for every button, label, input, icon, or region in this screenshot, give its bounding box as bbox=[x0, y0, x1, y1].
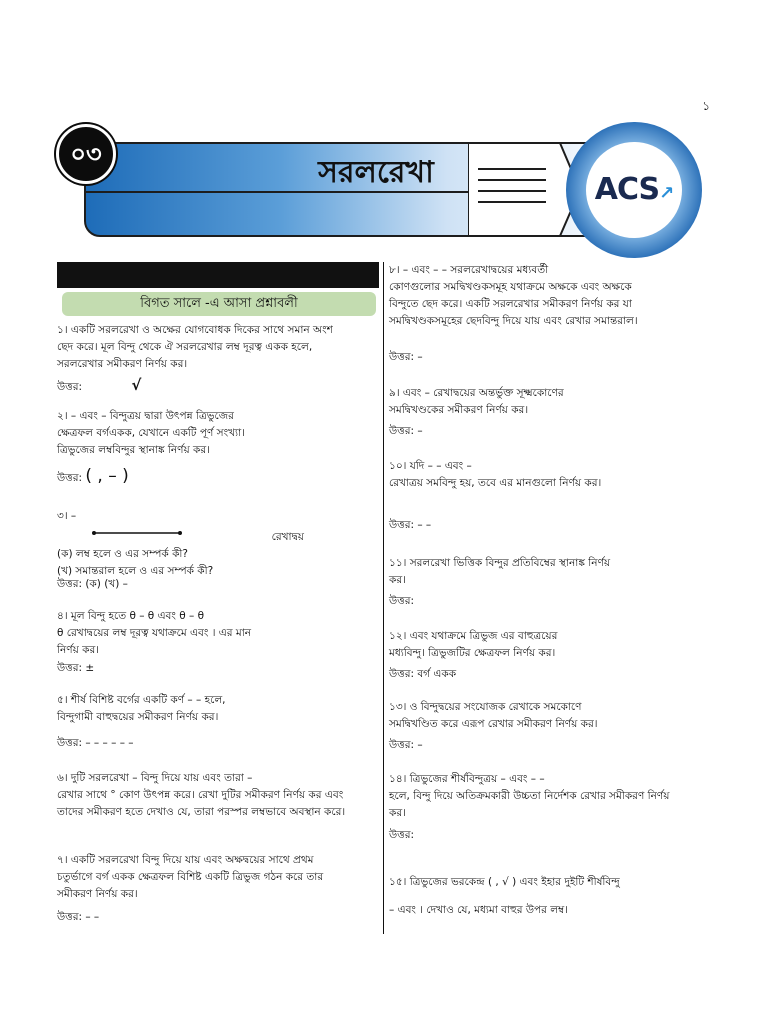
question-line: ১৫। ত্রিভুজের ভরকেন্দ্র ( , √ ) এবং ইহার দুইটি শীর্ষবিন্দু bbox=[389, 876, 620, 888]
answer-9: উত্তর: – bbox=[389, 425, 423, 437]
question-line: ১২। এবং যথাক্রমে ত্রিভুজ এর বাহুত্রয়ের bbox=[389, 630, 558, 642]
question-1 bbox=[57, 322, 382, 373]
question-6 bbox=[57, 770, 382, 821]
answer-10: উত্তর: – – bbox=[389, 519, 432, 531]
answer-1 bbox=[57, 376, 141, 397]
question-line: মধ্যবিন্দু। ত্রিভুজটির ক্ষেত্রফল নির্ণয় কর। bbox=[389, 647, 556, 659]
question-line: হলে, বিন্দু দিয়ে অতিক্রমকারী উচ্চতা নির্দেশক রেখার সমীকরণ নির্ণয় bbox=[389, 790, 670, 802]
question-line: তাদের সমীকরণ হতে দেখাও যে, তারা পরস্পর লম্বভাবে অবস্থান করে। bbox=[57, 806, 346, 818]
question-7 bbox=[57, 852, 382, 903]
question-line: ৬। দুটি সরলরেখা – বিন্দু দিয়ে যায় এবং তারা – bbox=[57, 772, 253, 784]
question-15 bbox=[389, 868, 715, 924]
answer-11: উত্তর: bbox=[389, 595, 415, 607]
question-line: ১০। যদি – – এবং – bbox=[389, 460, 472, 472]
question-line: কর। bbox=[389, 574, 406, 586]
question-3 bbox=[57, 508, 382, 580]
question-line: সমীকরণ নির্ণয় কর। bbox=[57, 888, 138, 900]
page-number: ১ bbox=[702, 99, 710, 113]
question-line: ৩। – bbox=[57, 510, 77, 522]
chapter-number-badge: ০৩ bbox=[56, 124, 116, 184]
answer-13: উত্তর: – bbox=[389, 739, 423, 751]
answer-2 bbox=[57, 466, 129, 488]
arrow-up-icon: ↗ bbox=[659, 183, 674, 204]
question-line: সমদ্বিখণ্ডকসমূহের ছেদবিন্দু দিয়ে যায় এবং রেখার সমান্তরাল। bbox=[389, 315, 638, 327]
question-14 bbox=[389, 771, 715, 822]
section-header-bar bbox=[57, 262, 379, 288]
question-2 bbox=[57, 408, 382, 459]
question-10 bbox=[389, 458, 715, 492]
question-line: – এবং । দেখাও যে, মধ্যমা বাহুর উপর লম্ব। bbox=[389, 904, 568, 916]
section-title: বিগত সালে -এ আসা প্রশ্নাবলী bbox=[62, 292, 376, 316]
question-9 bbox=[389, 385, 715, 419]
question-line: ১৩। ও বিন্দুদ্বয়ের সংযোজক রেখাকে সমকোণে bbox=[389, 701, 582, 713]
answer-symbol: ( , – ) bbox=[85, 466, 129, 486]
question-line: সমদ্বিখণ্ডকের সমীকরণ নির্ণয় কর। bbox=[389, 404, 529, 416]
answer-3: উত্তর: (ক) (খ) – bbox=[57, 578, 128, 590]
question-5 bbox=[57, 692, 382, 726]
question-line: কর। bbox=[389, 807, 406, 819]
question-line: রেখার সাথে ° কোণ উৎপন্ন করে। রেখা দুটির সমীকরণ নির্ণয় কর এবং bbox=[57, 789, 344, 801]
question-line: ২। – এবং – বিন্দুত্রয় দ্বারা উৎপন্ন ত্রিভুজের bbox=[57, 410, 234, 422]
question-line: ৮। – এবং – – সরলরেখাদ্বয়ের মধ্যবর্তী bbox=[389, 264, 549, 276]
column-divider bbox=[383, 262, 384, 934]
question-4 bbox=[57, 608, 382, 659]
question-line: রেখাত্রয় সমবিন্দু হয়, তবে এর মানগুলো নির্ণয় কর। bbox=[389, 477, 602, 489]
answer-7: উত্তর: – – bbox=[57, 911, 100, 923]
question-line: ক্ষেত্রফল বর্গএকক, যেখানে একটি পূর্ণ সংখ্যা। bbox=[57, 427, 245, 439]
question-line: ১১। সরলরেখা ভিত্তিক বিন্দুর প্রতিবিম্বের স্থানাঙ্ক নির্ণয় bbox=[389, 557, 611, 569]
answer-8: উত্তর: – bbox=[389, 351, 423, 363]
question-11 bbox=[389, 555, 715, 589]
question-line: ১৪। ত্রিভুজের শীর্ষবিন্দুত্রয় – এবং – – bbox=[389, 773, 545, 785]
logo-text: ACS bbox=[594, 172, 660, 207]
line-segment-figure bbox=[92, 529, 184, 537]
question-line: বিন্দুগামী বাহুদ্বয়ের সমীকরণ নির্ণয় কর। bbox=[57, 711, 219, 723]
question-line: ৪। মূল বিন্দু হতে θ – θ এবং θ – θ bbox=[57, 610, 205, 622]
answer-label: উত্তর: bbox=[57, 472, 83, 484]
question-line: ত্রিভুজের লম্ববিন্দুর স্থানাঙ্ক নির্ণয় কর। bbox=[57, 444, 210, 456]
question-line: রেখাদ্বয় bbox=[271, 531, 304, 543]
acs-logo bbox=[586, 142, 682, 238]
question-line: সমদ্বিখণ্ডিত করে এরূপ রেখার সমীকরণ নির্ণয় কর। bbox=[389, 718, 598, 730]
answer-symbol: √ bbox=[131, 376, 142, 394]
question-8 bbox=[389, 262, 715, 330]
question-line: ৭। একটি সরলরেখা বিন্দু দিয়ে যায় এবং অক্ষদ্বয়ের সাথে প্রথম bbox=[57, 854, 314, 866]
banner-tip-lines bbox=[478, 168, 546, 212]
question-line: (খ) সমান্তরাল হলে ও এর সম্পর্ক কী? bbox=[57, 565, 214, 577]
question-line: θ রেখাদ্বয়ের লম্ব দূরত্ব যথাক্রমে এবং । এর মান bbox=[57, 627, 252, 639]
question-13 bbox=[389, 699, 715, 733]
answer-label: উত্তর: bbox=[57, 381, 83, 393]
question-line: কোণগুলোর সমদ্বিখণ্ডকসমূহ যথাক্রমে অক্ষকে এবং অক্ষকে bbox=[389, 281, 632, 293]
chapter-banner bbox=[56, 120, 716, 260]
question-line: ৫। শীর্ষ বিশিষ্ট বর্গের একটি কর্ণ – – হলে, bbox=[57, 694, 226, 706]
chapter-title: সরলরেখা bbox=[318, 155, 434, 190]
question-line: সরলরেখার সমীকরণ নির্ণয় কর। bbox=[57, 358, 188, 370]
question-12 bbox=[389, 628, 715, 662]
answer-12: উত্তর: বর্গ একক bbox=[389, 668, 457, 680]
question-line: বিন্দুতে ছেদ করে। একটি সরলরেখার সমীকরণ নির্ণয় কর যা bbox=[389, 298, 632, 310]
question-line: নির্ণয় কর। bbox=[57, 644, 100, 656]
question-line: (ক) লম্ব হলে ও এর সম্পর্ক কী? bbox=[57, 548, 188, 560]
question-line: ১। একটি সরলরেখা ও অক্ষের যোগবোধক দিকের সাথে সমান অংশ bbox=[57, 324, 333, 336]
answer-5: উত্তর: – – – – – – bbox=[57, 737, 134, 749]
answer-14: উত্তর: bbox=[389, 829, 415, 841]
question-line: ৯। এবং – রেখাদ্বয়ের অন্তর্ভুক্ত সূক্ষ্মকোণের bbox=[389, 387, 564, 399]
question-line: ছেদ করে। মূল বিন্দু থেকে ঐ সরলরেখার লম্ব দূরত্ব একক হলে, bbox=[57, 341, 313, 353]
answer-4: উত্তর: ± bbox=[57, 662, 95, 674]
question-line: চতুর্ভাগে বর্গ একক ক্ষেত্রফল বিশিষ্ট একটি ত্রিভুজ গঠন করে তার bbox=[57, 871, 324, 883]
